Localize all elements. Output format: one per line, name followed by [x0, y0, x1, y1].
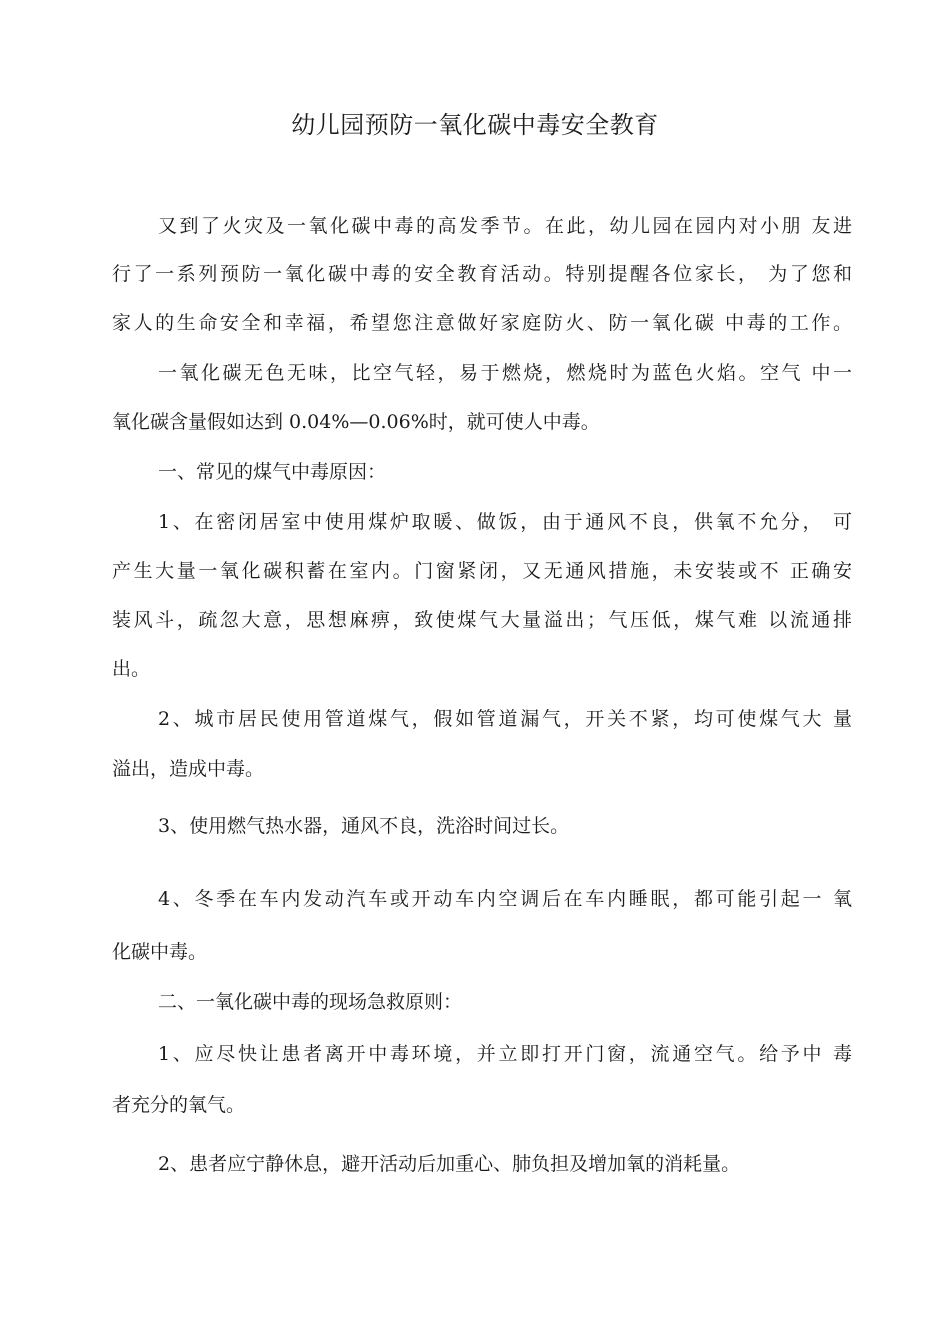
paragraph-line: 产生大量一氧化碳积蓄在室内。门窗紧闭，又无通风措施，未安装或不 正确安	[112, 560, 852, 582]
paragraph-line: 1、在密闭居室中使用煤炉取暖、做饭，由于通风不良，供氧不允分， 可	[158, 511, 852, 533]
paragraph-line: 2、患者应宁静休息，避开活动后加重心、肺负担及增加氧的消耗量。	[158, 1153, 741, 1175]
paragraph-line: 氧化碳含量假如达到 0.04%—0.06%时，就可使人中毒。	[112, 411, 600, 433]
section-heading: 二、一氧化碳中毒的现场急救原则：	[158, 991, 463, 1013]
paragraph-line: 又到了火灾及一氧化碳中毒的高发季节。在此，幼儿园在园内对小朋 友进	[158, 215, 852, 237]
document-title: 幼儿园预防一氧化碳中毒安全教育	[291, 111, 659, 139]
paragraph-line: 化碳中毒。	[112, 941, 208, 963]
paragraph-line: 一氧化碳无色无味，比空气轻，易于燃烧，燃烧时为蓝色火焰。空气 中一	[158, 362, 852, 384]
paragraph-line: 装风斗，疏忽大意，思想麻痹，致使煤气大量溢出；气压低，煤气难 以流通排	[112, 609, 852, 631]
section-heading: 一、常见的煤气中毒原因：	[158, 461, 387, 483]
paragraph-line: 2、城市居民使用管道煤气，假如管道漏气，开关不紧，均可使煤气大 量	[158, 708, 852, 730]
paragraph-line: 者充分的氧气。	[112, 1094, 246, 1116]
paragraph-line: 4、冬季在车内发动汽车或开动车内空调后在车内睡眠，都可能引起一 氧	[158, 888, 852, 910]
paragraph-line: 行了一系列预防一氧化碳中毒的安全教育活动。特别提醒各位家长， 为了您和	[112, 263, 852, 285]
paragraph-line: 溢出，造成中毒。	[112, 758, 265, 780]
paragraph-line: 3、使用燃气热水器，通风不良，洗浴时间过长。	[158, 815, 570, 837]
paragraph-line: 家人的生命安全和幸福，希望您注意做好家庭防火、防一氧化碳 中毒的工作。	[112, 312, 852, 334]
paragraph-line: 1、应尽快让患者离开中毒环境，并立即打开门窗，流通空气。给予中 毒	[158, 1043, 852, 1065]
paragraph-line: 出。	[112, 658, 151, 680]
